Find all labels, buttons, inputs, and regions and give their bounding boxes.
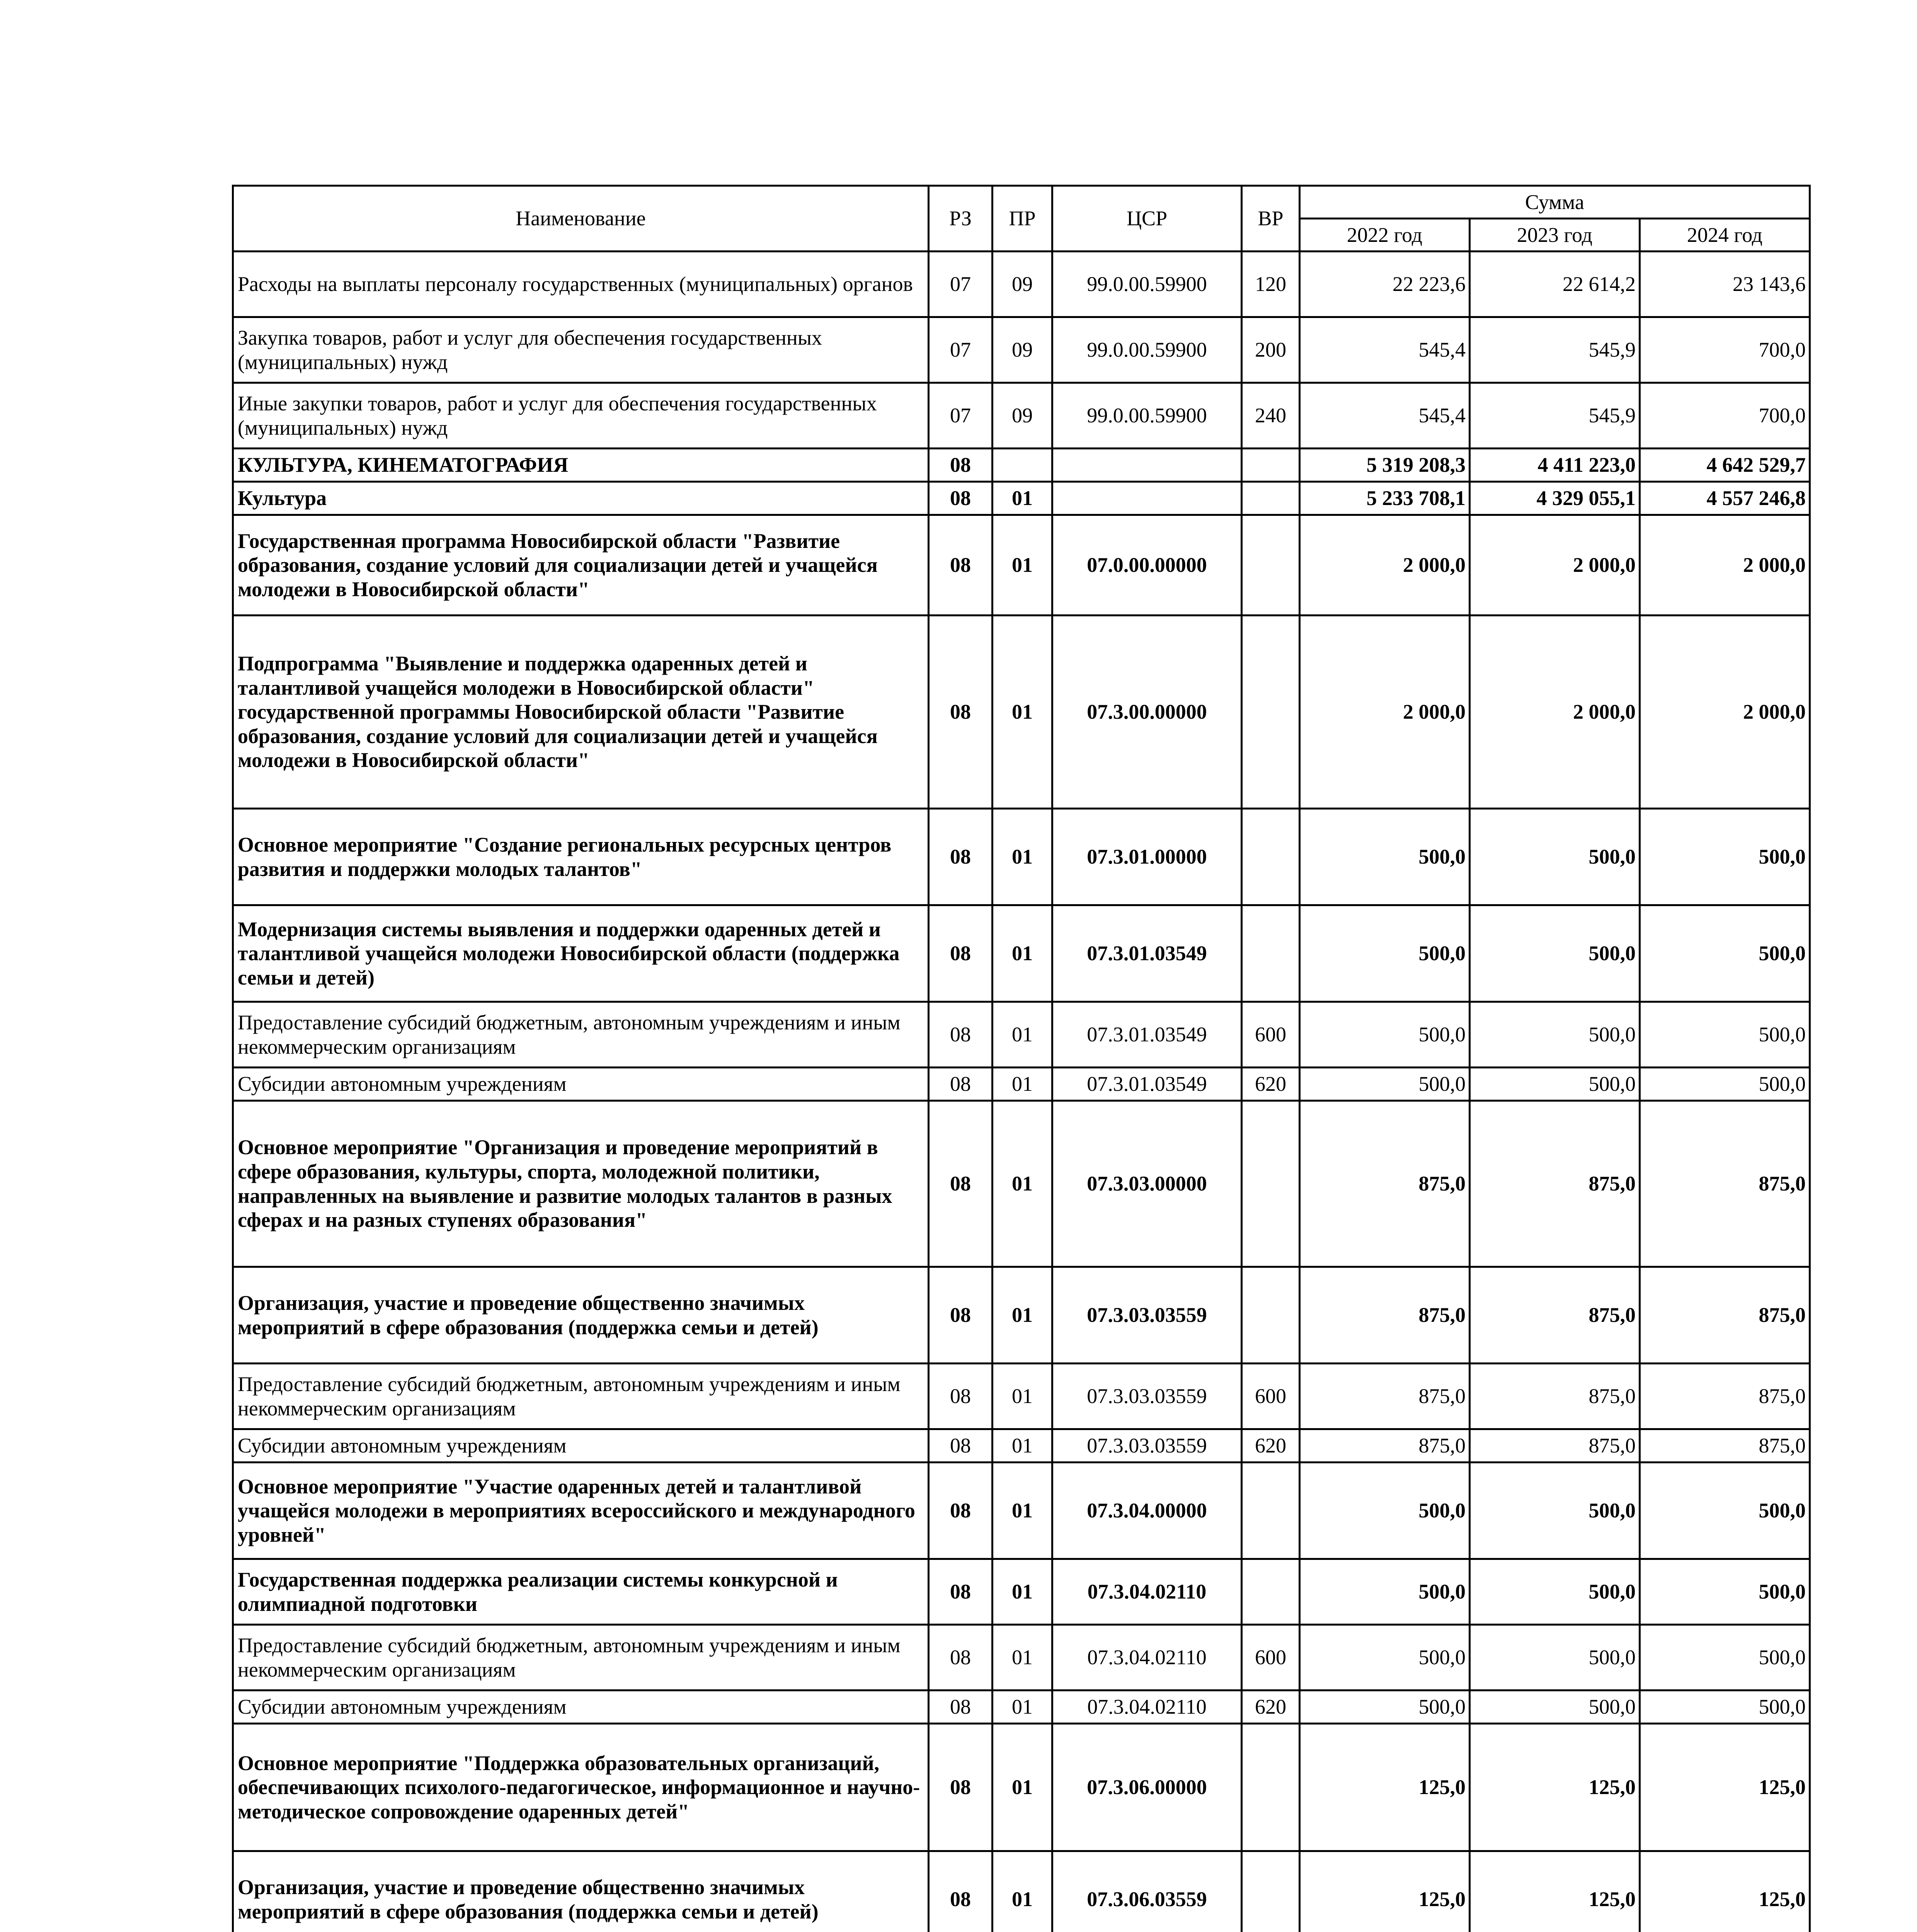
cell-csr: 07.3.04.02110 — [1052, 1690, 1242, 1724]
cell-pr: 01 — [993, 1851, 1052, 1932]
cell-csr: 07.3.00.00000 — [1052, 616, 1242, 809]
cell-vr: 200 — [1242, 317, 1300, 383]
cell-csr: 99.0.00.59900 — [1052, 383, 1242, 449]
cell-2023: 500,0 — [1470, 1625, 1640, 1690]
cell-2024: 125,0 — [1640, 1724, 1810, 1851]
cell-2022: 875,0 — [1300, 1429, 1470, 1463]
header-name: Наименование — [233, 186, 929, 252]
cell-vr — [1242, 482, 1300, 515]
cell-name: Основное мероприятие "Организация и проведение мероприятий в сфере образования, культуры, спорта, молодежной политики, направленных на выявление и развитие молодых талантов в разных сферах и на разных ступенях образования" — [233, 1101, 929, 1267]
cell-rz: 08 — [929, 1101, 993, 1267]
cell-2024: 500,0 — [1640, 809, 1810, 905]
cell-2023: 500,0 — [1470, 1463, 1640, 1559]
cell-2023: 500,0 — [1470, 1690, 1640, 1724]
header-vr: ВР — [1242, 186, 1300, 252]
cell-2024: 2 000,0 — [1640, 616, 1810, 809]
cell-name: Государственная поддержка реализации системы конкурсной и олимпиадной подготовки — [233, 1559, 929, 1625]
cell-2022: 5 319 208,3 — [1300, 449, 1470, 482]
cell-pr: 01 — [993, 515, 1052, 616]
cell-2022: 875,0 — [1300, 1364, 1470, 1429]
cell-name: Основное мероприятие "Поддержка образовательных организаций, обеспечивающих психолого-педагогическое, информационное и научно-методическое сопровождение одаренных детей" — [233, 1724, 929, 1851]
cell-csr: 07.3.03.03559 — [1052, 1267, 1242, 1364]
cell-pr: 01 — [993, 1429, 1052, 1463]
cell-pr: 01 — [993, 1463, 1052, 1559]
cell-vr — [1242, 1463, 1300, 1559]
cell-vr — [1242, 515, 1300, 616]
table-row — [233, 1690, 1810, 1724]
cell-2022: 500,0 — [1300, 1068, 1470, 1101]
cell-csr: 99.0.00.59900 — [1052, 252, 1242, 317]
cell-name: КУЛЬТУРА, КИНЕМАТОГРАФИЯ — [233, 449, 929, 482]
cell-2024: 2 000,0 — [1640, 515, 1810, 616]
cell-2023: 875,0 — [1470, 1429, 1640, 1463]
cell-rz: 08 — [929, 1267, 993, 1364]
cell-vr — [1242, 905, 1300, 1002]
header-csr: ЦСР — [1052, 186, 1242, 252]
cell-2023: 500,0 — [1470, 905, 1640, 1002]
cell-2023: 125,0 — [1470, 1851, 1640, 1932]
cell-2023: 500,0 — [1470, 1002, 1640, 1068]
cell-rz: 08 — [929, 1851, 993, 1932]
cell-2023: 875,0 — [1470, 1364, 1640, 1429]
cell-csr — [1052, 482, 1242, 515]
cell-2024: 500,0 — [1640, 1463, 1810, 1559]
table-row — [233, 1002, 1810, 1068]
cell-2024: 700,0 — [1640, 383, 1810, 449]
cell-2022: 875,0 — [1300, 1267, 1470, 1364]
cell-pr: 01 — [993, 1101, 1052, 1267]
cell-rz: 08 — [929, 482, 993, 515]
table-row — [233, 482, 1810, 515]
cell-name: Основное мероприятие "Участие одаренных детей и талантливой учащейся молодежи в мероприятиях всероссийского и международного уровней" — [233, 1463, 929, 1559]
cell-2024: 500,0 — [1640, 1625, 1810, 1690]
table-row — [233, 616, 1810, 809]
table-row — [233, 1559, 1810, 1625]
cell-rz: 08 — [929, 1559, 993, 1625]
cell-pr: 01 — [993, 905, 1052, 1002]
cell-csr: 07.3.01.03549 — [1052, 905, 1242, 1002]
cell-2023: 2 000,0 — [1470, 616, 1640, 809]
cell-rz: 08 — [929, 1068, 993, 1101]
table-header — [233, 186, 1810, 252]
table-row — [233, 515, 1810, 616]
header-rz: РЗ — [929, 186, 993, 252]
cell-2022: 545,4 — [1300, 383, 1470, 449]
cell-name: Модернизация системы выявления и поддержки одаренных детей и талантливой учащейся молодежи Новосибирской области (поддержка семьи и детей) — [233, 905, 929, 1002]
cell-rz: 08 — [929, 1625, 993, 1690]
cell-2022: 125,0 — [1300, 1724, 1470, 1851]
cell-name: Организация, участие и проведение общественно значимых мероприятий в сфере образования (поддержка семьи и детей) — [233, 1267, 929, 1364]
cell-csr: 07.3.03.03559 — [1052, 1364, 1242, 1429]
cell-2023: 4 411 223,0 — [1470, 449, 1640, 482]
cell-rz: 08 — [929, 1429, 993, 1463]
cell-rz: 08 — [929, 1463, 993, 1559]
cell-name: Культура — [233, 482, 929, 515]
cell-csr: 07.3.03.03559 — [1052, 1429, 1242, 1463]
cell-rz: 08 — [929, 809, 993, 905]
table-row — [233, 1851, 1810, 1932]
cell-pr: 01 — [993, 1625, 1052, 1690]
table-row — [233, 809, 1810, 905]
cell-vr — [1242, 616, 1300, 809]
cell-pr: 01 — [993, 1559, 1052, 1625]
cell-vr: 240 — [1242, 383, 1300, 449]
cell-pr: 01 — [993, 1002, 1052, 1068]
cell-2022: 500,0 — [1300, 1002, 1470, 1068]
cell-vr — [1242, 1559, 1300, 1625]
cell-csr — [1052, 449, 1242, 482]
cell-2024: 700,0 — [1640, 317, 1810, 383]
cell-pr: 01 — [993, 482, 1052, 515]
cell-name: Предоставление субсидий бюджетным, автономным учреждениям и иным некоммерческим организациям — [233, 1625, 929, 1690]
cell-name: Подпрограмма "Выявление и поддержка одаренных детей и талантливой учащейся молодежи в Новосибирской области" государственной программы Новосибирской области "Развитие образования, создание условий для социализации детей и учащейся молодежи в Новосибирской области" — [233, 616, 929, 809]
cell-csr: 07.3.04.00000 — [1052, 1463, 1242, 1559]
table-row — [233, 317, 1810, 383]
cell-vr: 620 — [1242, 1068, 1300, 1101]
cell-name: Предоставление субсидий бюджетным, автономным учреждениям и иным некоммерческим организациям — [233, 1002, 929, 1068]
cell-2024: 875,0 — [1640, 1267, 1810, 1364]
cell-2024: 500,0 — [1640, 1002, 1810, 1068]
cell-rz: 07 — [929, 383, 993, 449]
cell-vr — [1242, 1101, 1300, 1267]
cell-2022: 500,0 — [1300, 905, 1470, 1002]
cell-vr — [1242, 1724, 1300, 1851]
cell-2024: 875,0 — [1640, 1364, 1810, 1429]
cell-name: Субсидии автономным учреждениям — [233, 1068, 929, 1101]
cell-2022: 500,0 — [1300, 1690, 1470, 1724]
cell-csr: 07.3.04.02110 — [1052, 1625, 1242, 1690]
header-year-2023: 2023 год — [1470, 219, 1640, 252]
cell-2022: 500,0 — [1300, 1625, 1470, 1690]
cell-2022: 2 000,0 — [1300, 515, 1470, 616]
cell-rz: 07 — [929, 252, 993, 317]
cell-csr: 07.3.01.03549 — [1052, 1068, 1242, 1101]
cell-csr: 07.3.03.00000 — [1052, 1101, 1242, 1267]
cell-vr: 600 — [1242, 1364, 1300, 1429]
cell-vr: 620 — [1242, 1690, 1300, 1724]
cell-pr: 01 — [993, 1267, 1052, 1364]
cell-rz: 08 — [929, 1724, 993, 1851]
cell-pr: 09 — [993, 317, 1052, 383]
cell-2024: 500,0 — [1640, 1068, 1810, 1101]
cell-vr: 620 — [1242, 1429, 1300, 1463]
cell-vr: 120 — [1242, 252, 1300, 317]
cell-csr: 99.0.00.59900 — [1052, 317, 1242, 383]
table-row — [233, 1267, 1810, 1364]
cell-rz: 08 — [929, 449, 993, 482]
cell-rz: 08 — [929, 1690, 993, 1724]
cell-pr: 01 — [993, 1724, 1052, 1851]
cell-rz: 08 — [929, 616, 993, 809]
cell-csr: 07.3.01.03549 — [1052, 1002, 1242, 1068]
cell-csr: 07.3.01.00000 — [1052, 809, 1242, 905]
cell-2022: 2 000,0 — [1300, 616, 1470, 809]
cell-name: Субсидии автономным учреждениям — [233, 1690, 929, 1724]
cell-2023: 125,0 — [1470, 1724, 1640, 1851]
cell-2024: 4 557 246,8 — [1640, 482, 1810, 515]
cell-name: Субсидии автономным учреждениям — [233, 1429, 929, 1463]
table-row — [233, 1068, 1810, 1101]
cell-2023: 500,0 — [1470, 1068, 1640, 1101]
cell-vr: 600 — [1242, 1002, 1300, 1068]
cell-2022: 500,0 — [1300, 1463, 1470, 1559]
cell-csr: 07.3.04.02110 — [1052, 1559, 1242, 1625]
cell-2024: 4 642 529,7 — [1640, 449, 1810, 482]
table-row — [233, 1625, 1810, 1690]
cell-2024: 125,0 — [1640, 1851, 1810, 1932]
cell-name: Предоставление субсидий бюджетным, автономным учреждениям и иным некоммерческим организациям — [233, 1364, 929, 1429]
cell-2023: 2 000,0 — [1470, 515, 1640, 616]
cell-vr — [1242, 449, 1300, 482]
cell-2023: 500,0 — [1470, 809, 1640, 905]
table-row — [233, 383, 1810, 449]
table-row — [233, 1101, 1810, 1267]
cell-2024: 500,0 — [1640, 1690, 1810, 1724]
cell-pr — [993, 449, 1052, 482]
budget-table — [232, 185, 1811, 1932]
cell-2023: 875,0 — [1470, 1101, 1640, 1267]
cell-name: Государственная программа Новосибирской области "Развитие образования, создание условий для социализации детей и учащейся молодежи в Новосибирской области" — [233, 515, 929, 616]
cell-rz: 08 — [929, 515, 993, 616]
cell-2022: 22 223,6 — [1300, 252, 1470, 317]
cell-pr: 01 — [993, 616, 1052, 809]
header-pr: ПР — [993, 186, 1052, 252]
cell-pr: 01 — [993, 1690, 1052, 1724]
cell-2024: 23 143,6 — [1640, 252, 1810, 317]
cell-csr: 07.3.06.00000 — [1052, 1724, 1242, 1851]
cell-2022: 875,0 — [1300, 1101, 1470, 1267]
header-year-2022: 2022 год — [1300, 219, 1470, 252]
cell-csr: 07.3.06.03559 — [1052, 1851, 1242, 1932]
cell-vr — [1242, 1851, 1300, 1932]
cell-2023: 545,9 — [1470, 317, 1640, 383]
cell-pr: 01 — [993, 1068, 1052, 1101]
cell-2022: 500,0 — [1300, 809, 1470, 905]
cell-rz: 08 — [929, 905, 993, 1002]
cell-2022: 545,4 — [1300, 317, 1470, 383]
cell-2023: 500,0 — [1470, 1559, 1640, 1625]
table-row — [233, 1364, 1810, 1429]
table-row — [233, 905, 1810, 1002]
cell-2023: 875,0 — [1470, 1267, 1640, 1364]
cell-2023: 4 329 055,1 — [1470, 482, 1640, 515]
cell-2024: 875,0 — [1640, 1429, 1810, 1463]
cell-2024: 500,0 — [1640, 905, 1810, 1002]
table-row — [233, 1463, 1810, 1559]
cell-2023: 545,9 — [1470, 383, 1640, 449]
cell-pr: 09 — [993, 383, 1052, 449]
cell-name: Организация, участие и проведение общественно значимых мероприятий в сфере образования (поддержка семьи и детей) — [233, 1851, 929, 1932]
cell-pr: 01 — [993, 1364, 1052, 1429]
cell-vr — [1242, 1267, 1300, 1364]
cell-name: Расходы на выплаты персоналу государственных (муниципальных) органов — [233, 252, 929, 317]
cell-name: Иные закупки товаров, работ и услуг для обеспечения государственных (муниципальных) нужд — [233, 383, 929, 449]
cell-2022: 500,0 — [1300, 1559, 1470, 1625]
cell-name: Основное мероприятие "Создание региональных ресурсных центров развития и поддержки молодых талантов" — [233, 809, 929, 905]
cell-2022: 125,0 — [1300, 1851, 1470, 1932]
cell-pr: 09 — [993, 252, 1052, 317]
cell-2024: 500,0 — [1640, 1559, 1810, 1625]
table-row — [233, 1724, 1810, 1851]
header-year-2024: 2024 год — [1640, 219, 1810, 252]
cell-vr — [1242, 809, 1300, 905]
table-row — [233, 252, 1810, 317]
cell-rz: 08 — [929, 1364, 993, 1429]
cell-name: Закупка товаров, работ и услуг для обеспечения государственных (муниципальных) нужд — [233, 317, 929, 383]
header-sum: Сумма — [1300, 186, 1810, 219]
table-body — [233, 252, 1810, 1932]
cell-2022: 5 233 708,1 — [1300, 482, 1470, 515]
cell-2023: 22 614,2 — [1470, 252, 1640, 317]
cell-rz: 07 — [929, 317, 993, 383]
cell-csr: 07.0.00.00000 — [1052, 515, 1242, 616]
table-row — [233, 449, 1810, 482]
cell-pr: 01 — [993, 809, 1052, 905]
cell-vr: 600 — [1242, 1625, 1300, 1690]
cell-2024: 875,0 — [1640, 1101, 1810, 1267]
table-row — [233, 1429, 1810, 1463]
cell-rz: 08 — [929, 1002, 993, 1068]
